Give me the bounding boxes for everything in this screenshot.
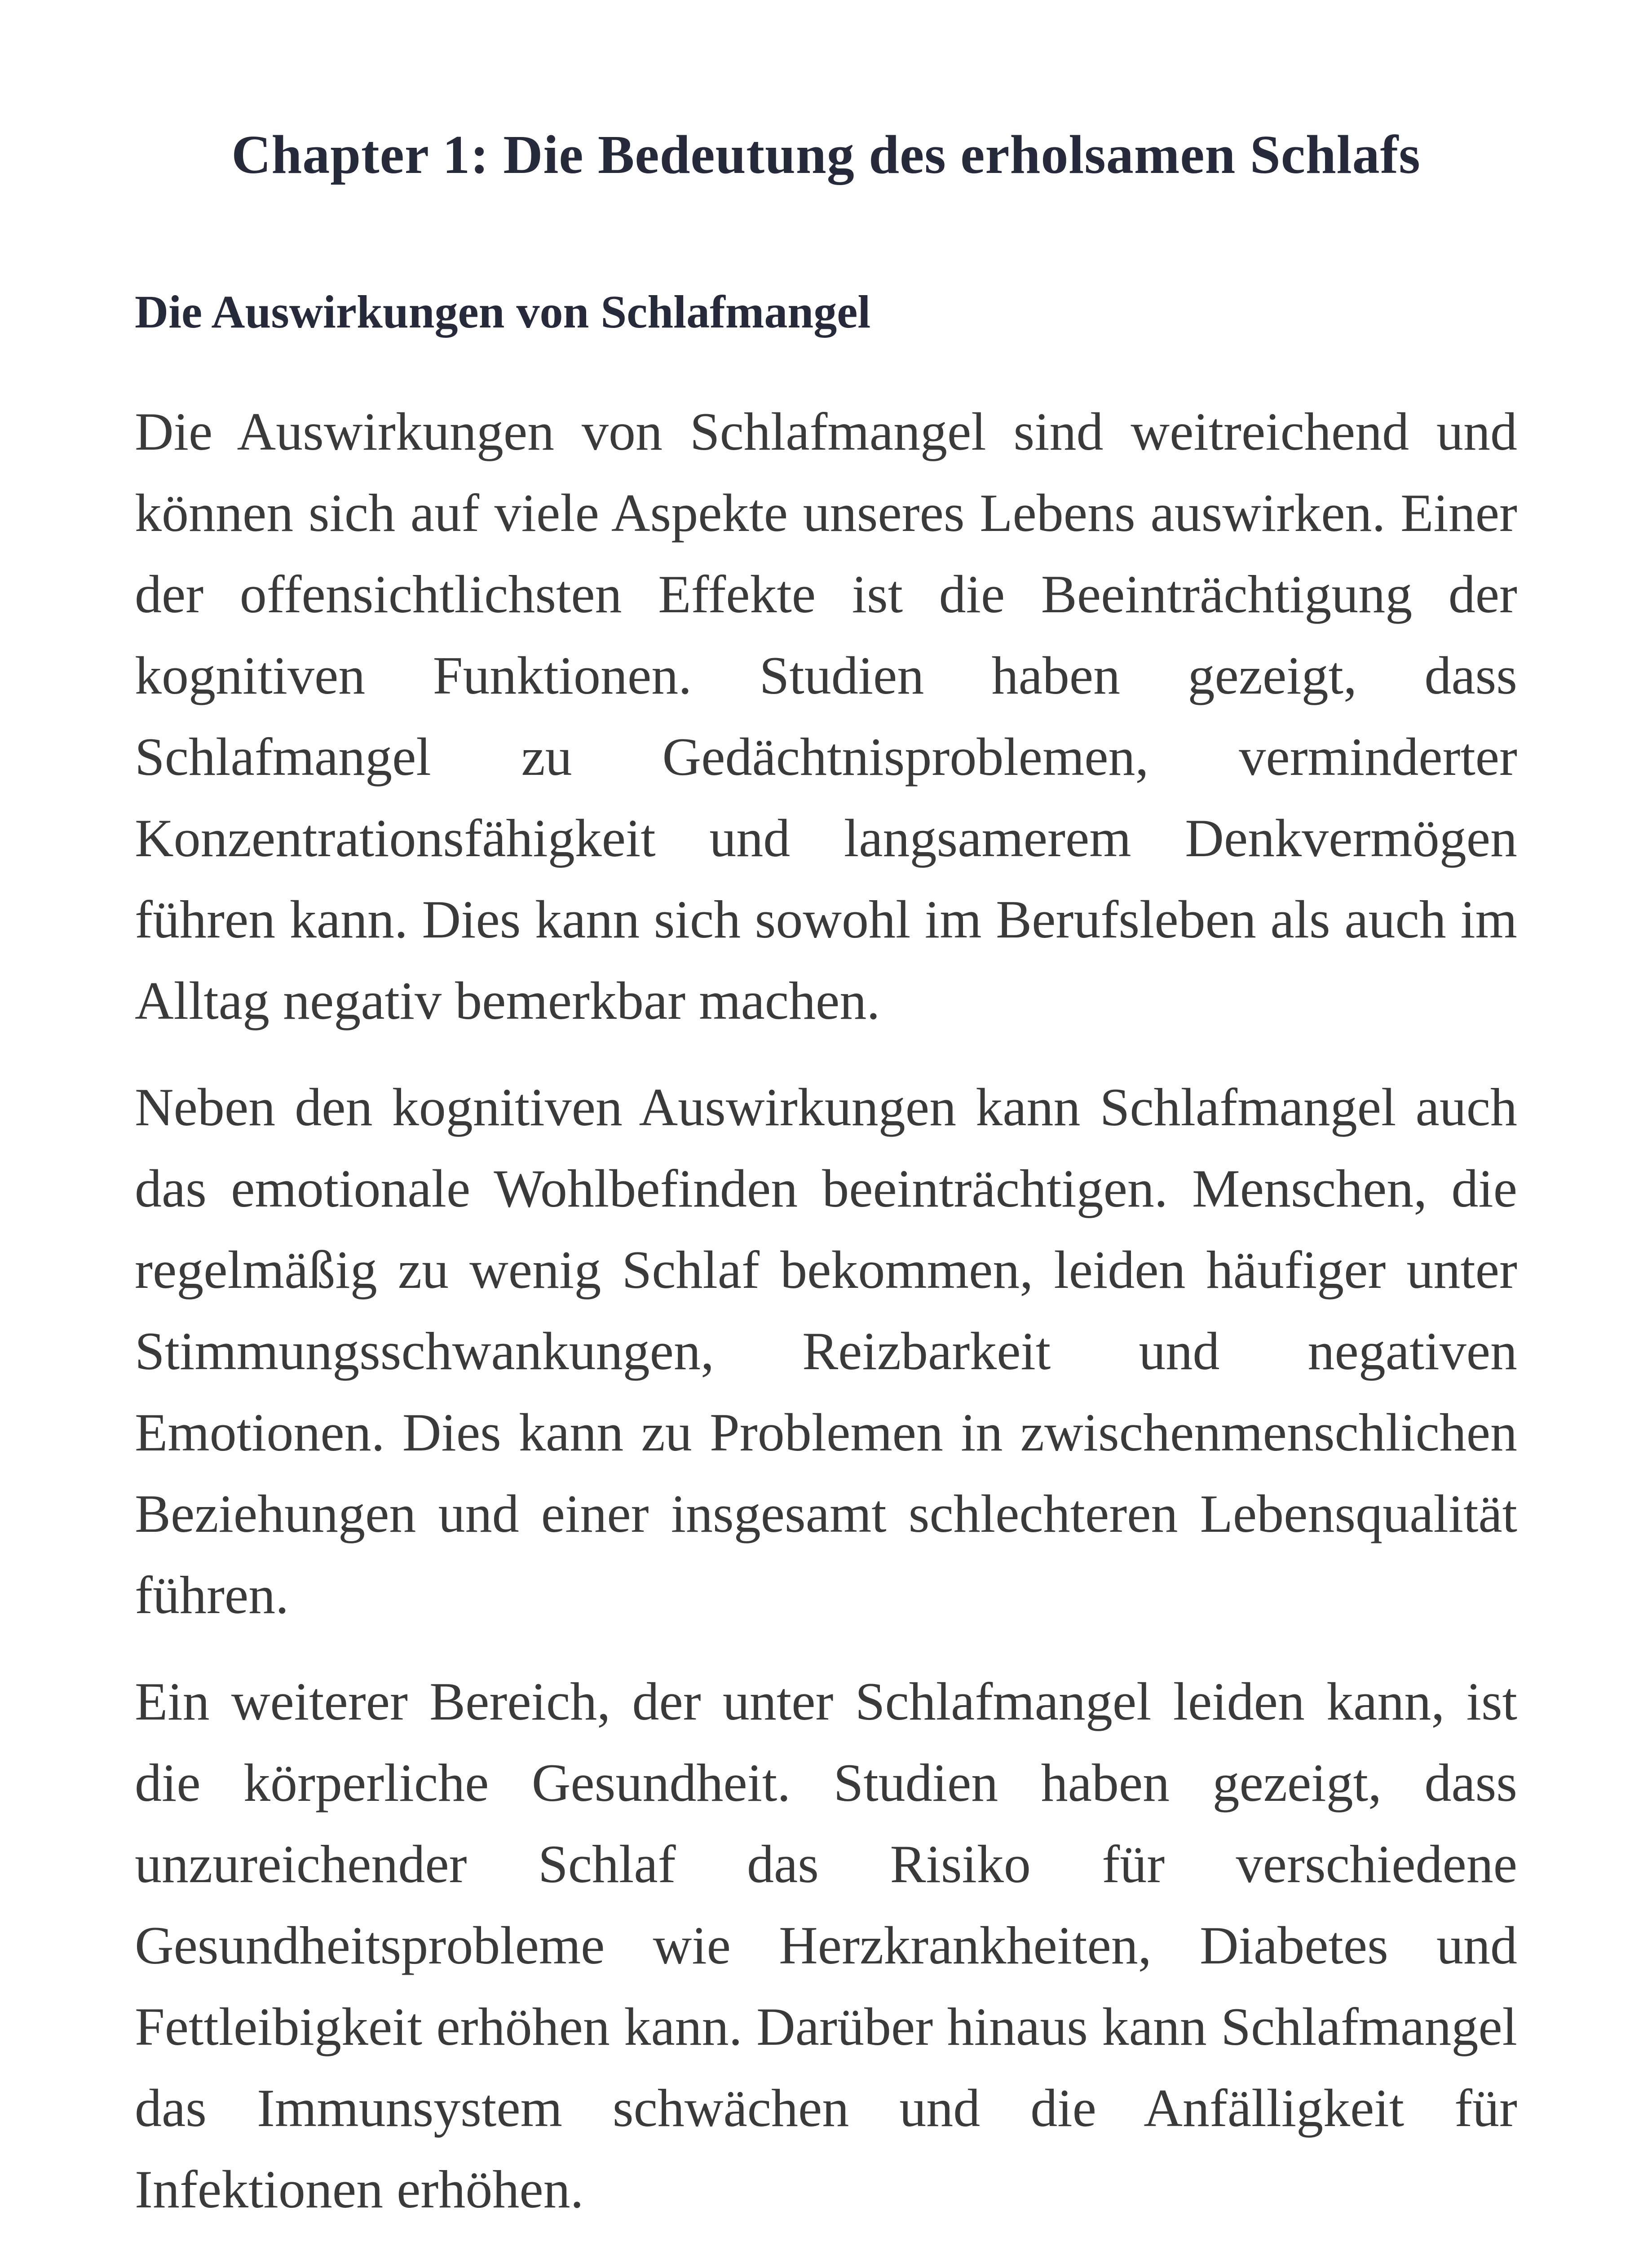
paragraph: Die Auswirkungen von Schlafmangel sind weitreichend und können sich auf viele Aspekte unseres Lebens auswirken. Einer der offensichtlichsten Effekte ist die Beeinträchtigung der kognitiven Funktionen. Studien haben gezeigt, dass Schlafmangel zu Gedächtnisproblemen, verminderter Konzentrationsfähigkeit und langsamerem Denkvermögen führen kann. Dies kann sich sowohl im Berufsleben als auch im Alltag negativ bemerkbar machen. [135,402,1517,1030]
section-heading: Die Auswirkungen von Schlafmangel [135,286,871,338]
paragraph: Ein weiterer Bereich, der unter Schlafmangel leiden kann, ist die körperliche Gesundheit. Studien haben gezeigt, dass unzureichender Schlaf das Risiko für verschiedene Gesundheitsprobleme wie Herzkrankheiten, Diabetes und Fettleibigkeit erhöhen kann. Darüber hinaus kann Schlafmangel das Immunsystem schwächen und die Anfälligkeit für Infektionen erhöhen. [135,1671,1517,2219]
body-text [135,391,1517,2246]
paragraph: Neben den kognitiven Auswirkungen kann Schlafmangel auch das emotionale Wohlbefinden beeinträchtigen. Menschen, die regelmäßig zu wenig Schlaf bekommen, leiden häufiger unter Stimmungsschwankungen, Reizbarkeit und negativen Emotionen. Dies kann zu Problemen in zwischenmenschlichen Beziehungen und einer insgesamt schlechteren Lebensqualität führen. [135,1077,1517,1625]
chapter-title: Chapter 1: Die Bedeutung des erholsamen Schlafs [231,124,1421,185]
